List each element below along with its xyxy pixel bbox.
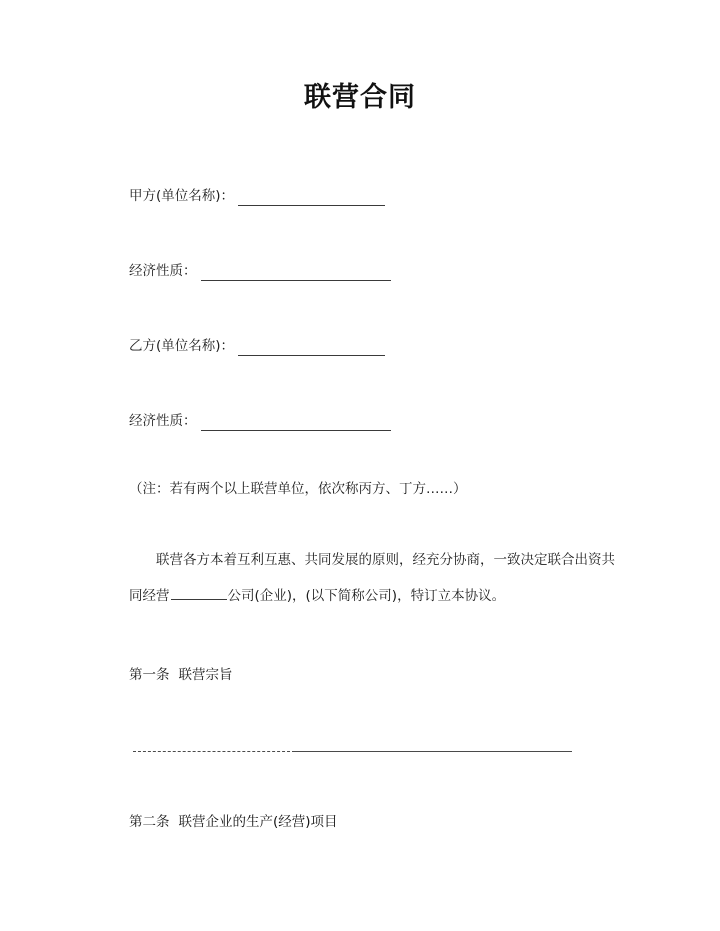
article-title-1: 联营宗旨 [178, 667, 233, 683]
paragraph-text-part2: 公司(企业)，(以下简称公司)，特订立本协议。 [227, 588, 506, 604]
field-party-a-name [129, 186, 385, 206]
field-party-b-name [129, 336, 385, 356]
field-input-party-b-name[interactable] [238, 341, 385, 356]
field-label-party-a-name: 甲方(单位名称)： [129, 188, 235, 204]
article-title-2: 联营企业的生产(经营)项目 [178, 814, 338, 830]
field-economic-nature-b [129, 411, 391, 431]
page-title: 联营合同 [304, 82, 416, 113]
field-input-economic-nature-a[interactable] [201, 266, 391, 281]
field-input-economic-nature-b[interactable] [201, 416, 391, 431]
article-1-answer-rule[interactable] [133, 751, 572, 753]
paragraph-text-part1: 联营各方本着互利互惠、共同发展的原则，经充分协商，一致决定联合出资共同经营 [129, 552, 615, 604]
article-heading-1 [129, 663, 233, 683]
field-label-economic-nature-a: 经济性质： [129, 263, 197, 279]
article-number-1: 第一条 [129, 667, 170, 683]
field-label-party-b-name: 乙方(单位名称)： [129, 338, 235, 354]
rule-solid-segment [295, 751, 572, 752]
rule-dashed-segment [133, 751, 295, 752]
note-text: （注：若有两个以上联营单位，依次称丙方、丁方……） [129, 481, 467, 497]
article-number-2: 第二条 [129, 814, 170, 830]
field-economic-nature-a [129, 261, 391, 281]
agreement-paragraph [129, 542, 617, 614]
field-label-economic-nature-b: 经济性质： [129, 413, 197, 429]
field-input-party-a-name[interactable] [238, 191, 385, 206]
article-heading-2 [129, 810, 338, 830]
paragraph-blank-company-name[interactable] [171, 587, 227, 600]
